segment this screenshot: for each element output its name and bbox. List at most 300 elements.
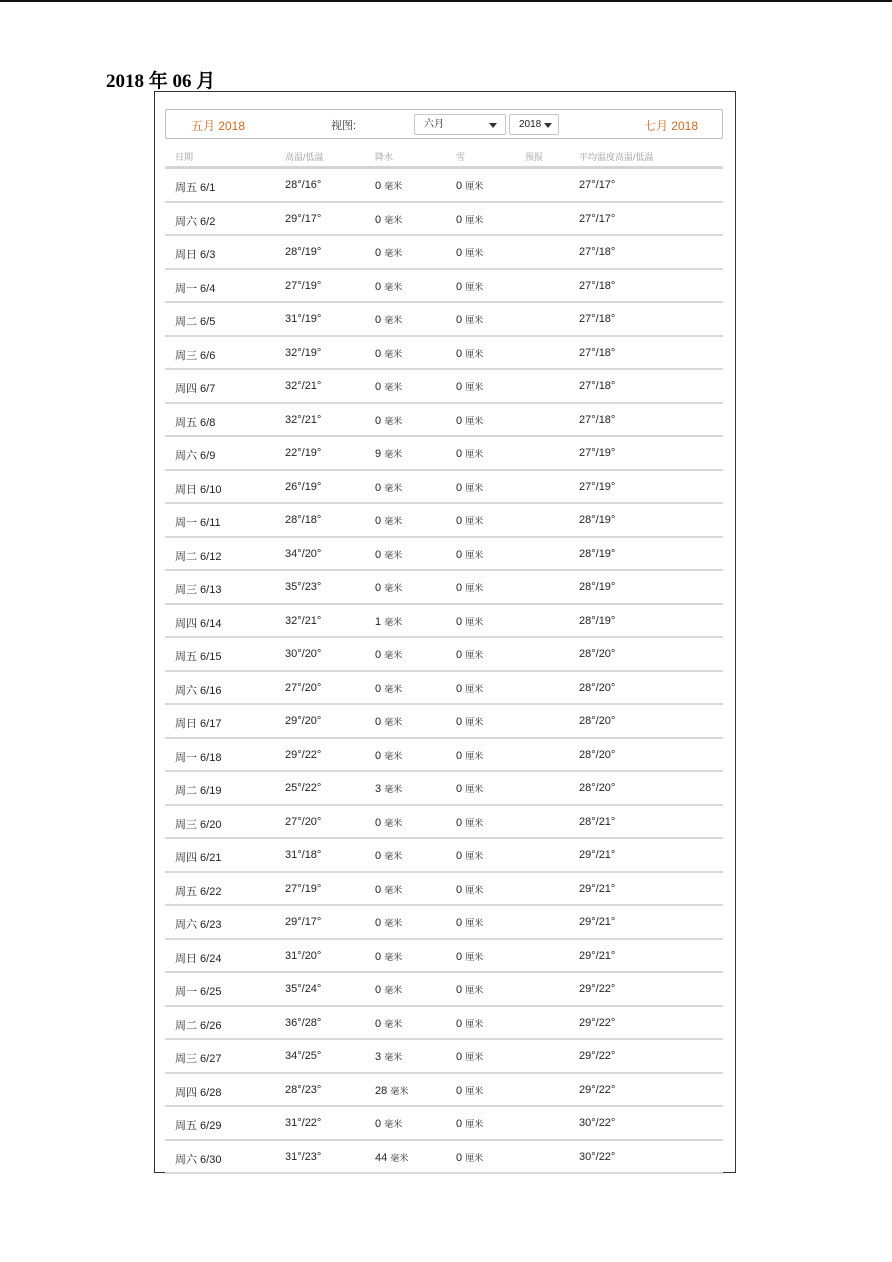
top-border-rule [0, 0, 892, 2]
row-average-temp: 28°/20° [579, 748, 616, 761]
row-high-low: 28°/23° [285, 1083, 322, 1096]
snow-value: 0 [456, 615, 463, 628]
row-average-temp: 29°/21° [579, 916, 616, 928]
precipitation-unit: 毫米 [384, 583, 403, 593]
row-date: 周日 6/10 [175, 483, 222, 496]
precipitation-value: 0 [375, 682, 382, 695]
row-snow [456, 1050, 483, 1063]
row-average-temp: 27°/19° [579, 447, 616, 459]
precipitation-unit: 毫米 [384, 1018, 403, 1029]
row-high-low: 31°/20° [285, 949, 322, 962]
precipitation-unit: 毫米 [384, 851, 403, 861]
row-snow [456, 682, 483, 695]
precipitation-unit: 毫米 [384, 315, 403, 325]
row-date: 周五 6/1 [175, 182, 216, 194]
row-high-low: 34°/25° [285, 1050, 322, 1062]
precipitation-unit: 毫米 [384, 683, 403, 694]
row-high-low: 32°/21° [285, 614, 322, 627]
precipitation-unit: 毫米 [384, 750, 403, 761]
precipitation-value: 0 [375, 314, 382, 326]
row-precipitation [375, 280, 402, 293]
row-date: 周四 6/21 [175, 852, 222, 864]
row-average-temp: 28°/19° [579, 514, 616, 526]
snow-unit: 厘米 [465, 650, 484, 660]
row-precipitation [375, 246, 402, 259]
row-date: 周五 6/8 [175, 416, 216, 429]
month-navigation-bar [165, 109, 723, 139]
snow-value: 0 [456, 347, 463, 360]
row-average-temp: 28°/19° [579, 547, 616, 560]
row-average-temp: 29°/21° [579, 882, 616, 895]
precipitation-value: 0 [375, 414, 382, 427]
table-row [165, 1007, 723, 1041]
row-average-temp: 29°/22° [579, 983, 616, 995]
snow-unit: 厘米 [465, 315, 484, 325]
precipitation-value: 3 [375, 783, 382, 795]
row-average-temp: 27°/18° [579, 313, 616, 325]
table-row [165, 605, 723, 639]
column-header-average: 平均温度高温/低温 [579, 152, 654, 162]
table-row [165, 839, 723, 873]
row-snow [456, 782, 483, 795]
precipitation-unit: 毫米 [384, 951, 403, 962]
table-row [165, 906, 723, 940]
snow-value: 0 [456, 816, 463, 829]
precipitation-value: 0 [375, 381, 382, 393]
row-average-temp: 27°/18° [579, 279, 616, 292]
snow-unit: 厘米 [465, 415, 484, 426]
precipitation-unit: 毫米 [384, 382, 403, 392]
row-precipitation [375, 950, 402, 963]
next-month-link[interactable]: 七月 2018 [643, 119, 698, 133]
row-precipitation [375, 782, 402, 795]
precipitation-value: 0 [375, 247, 382, 259]
row-high-low: 32°/21° [285, 380, 322, 392]
row-average-temp: 28°/20° [579, 782, 616, 794]
row-precipitation [375, 1017, 402, 1030]
row-snow [456, 1151, 483, 1164]
row-high-low: 30°/20° [285, 648, 322, 660]
row-snow [456, 514, 483, 527]
table-row [165, 471, 723, 505]
precipitation-value: 0 [375, 749, 382, 762]
snow-value: 0 [456, 381, 463, 393]
snow-unit: 厘米 [465, 951, 484, 962]
row-average-temp: 28°/19° [579, 581, 616, 593]
table-row [165, 1040, 723, 1074]
row-snow [456, 481, 483, 494]
precipitation-value: 0 [375, 515, 382, 527]
row-precipitation [375, 983, 402, 996]
precipitation-value: 0 [375, 280, 382, 293]
precipitation-unit: 毫米 [384, 918, 403, 928]
snow-value: 0 [456, 314, 463, 326]
snow-unit: 厘米 [465, 583, 484, 593]
snow-value: 0 [456, 1151, 463, 1164]
precipitation-value: 0 [375, 180, 382, 192]
row-snow [456, 1017, 483, 1030]
row-high-low: 22°/19° [285, 447, 322, 459]
precipitation-unit: 毫米 [384, 415, 403, 426]
table-row [165, 236, 723, 270]
precipitation-value: 9 [375, 448, 382, 460]
snow-unit: 厘米 [465, 348, 484, 359]
snow-unit: 厘米 [465, 281, 484, 292]
row-date: 周六 6/16 [175, 684, 222, 697]
table-row [165, 270, 723, 304]
row-precipitation [375, 548, 402, 561]
snow-unit: 厘米 [465, 1018, 484, 1029]
previous-month-link[interactable]: 五月 2018 [191, 119, 246, 133]
precipitation-unit: 毫米 [384, 985, 403, 995]
row-date: 周五 6/29 [175, 1120, 222, 1132]
precipitation-unit: 毫米 [384, 248, 403, 258]
row-average-temp: 28°/19° [579, 614, 616, 627]
snow-value: 0 [456, 716, 463, 728]
snow-value: 0 [456, 682, 463, 695]
precipitation-unit: 毫米 [384, 516, 403, 526]
row-high-low: 25°/22° [285, 782, 322, 794]
row-snow [456, 983, 483, 996]
row-high-low: 32°/21° [285, 413, 322, 426]
row-snow [456, 648, 483, 661]
month-select-value: 六月 [424, 119, 444, 130]
table-row [165, 705, 723, 739]
row-high-low: 35°/24° [285, 983, 322, 995]
row-average-temp: 27°/17° [579, 212, 616, 225]
row-precipitation [375, 213, 402, 226]
snow-unit: 厘米 [465, 482, 484, 493]
row-average-temp: 28°/20° [579, 648, 616, 660]
row-snow [456, 715, 483, 728]
year-select-value: 2018 [519, 119, 542, 130]
table-row [165, 337, 723, 371]
precipitation-value: 0 [375, 548, 382, 561]
table-row [165, 437, 723, 471]
row-high-low: 27°/19° [285, 882, 322, 895]
snow-unit: 厘米 [465, 750, 484, 761]
row-precipitation [375, 916, 402, 929]
row-snow [456, 950, 483, 963]
precipitation-unit: 毫米 [384, 482, 403, 493]
snow-value: 0 [456, 213, 463, 226]
row-date: 周四 6/7 [175, 383, 216, 395]
chevron-down-icon [489, 123, 497, 128]
table-row [165, 806, 723, 840]
row-date: 周二 6/26 [175, 1019, 222, 1032]
row-date: 周一 6/4 [175, 282, 216, 295]
weather-table-frame [154, 91, 736, 1173]
row-high-low: 27°/20° [285, 681, 322, 694]
precipitation-unit: 毫米 [384, 717, 403, 727]
row-snow [456, 1117, 483, 1130]
precipitation-value: 44 [375, 1151, 388, 1164]
precipitation-unit: 毫米 [384, 281, 403, 292]
snow-value: 0 [456, 1051, 463, 1063]
precipitation-value: 0 [375, 984, 382, 996]
row-average-temp: 29°/22° [579, 1050, 616, 1062]
table-row [165, 1141, 723, 1175]
row-high-low: 29°/22° [285, 748, 322, 761]
table-row [165, 973, 723, 1007]
table-row [165, 638, 723, 672]
precipitation-unit: 毫米 [390, 1085, 409, 1096]
row-date: 周六 6/9 [175, 450, 216, 462]
row-precipitation [375, 1117, 402, 1130]
snow-value: 0 [456, 1084, 463, 1097]
year-select[interactable] [509, 114, 559, 135]
snow-unit: 厘米 [465, 1119, 484, 1129]
table-row [165, 404, 723, 438]
row-precipitation [375, 849, 402, 862]
row-snow [456, 581, 483, 594]
snow-unit: 厘米 [465, 549, 484, 560]
precipitation-unit: 毫米 [384, 1119, 403, 1129]
table-row [165, 169, 723, 203]
row-average-temp: 28°/21° [579, 815, 616, 828]
row-date: 周二 6/19 [175, 785, 222, 797]
snow-unit: 厘米 [465, 214, 484, 225]
row-high-low: 27°/20° [285, 815, 322, 828]
precipitation-value: 0 [375, 850, 382, 862]
row-date: 周三 6/27 [175, 1053, 222, 1065]
row-average-temp: 28°/20° [579, 715, 616, 727]
row-precipitation [375, 313, 402, 326]
precipitation-unit: 毫米 [384, 884, 403, 895]
row-precipitation [375, 414, 402, 427]
row-snow [456, 246, 483, 259]
table-row [165, 303, 723, 337]
page-title: 2018 年 06 月 [106, 71, 216, 92]
table-row [165, 538, 723, 572]
precipitation-unit: 毫米 [384, 449, 403, 459]
precipitation-unit: 毫米 [384, 616, 403, 627]
precipitation-value: 0 [375, 816, 382, 829]
table-row [165, 873, 723, 907]
row-snow [456, 1084, 483, 1097]
table-row [165, 571, 723, 605]
table-row [165, 203, 723, 237]
row-high-low: 28°/18° [285, 514, 322, 526]
row-average-temp: 30°/22° [579, 1150, 616, 1163]
row-high-low: 31°/23° [285, 1150, 322, 1163]
precipitation-unit: 毫米 [384, 348, 403, 359]
precipitation-value: 0 [375, 716, 382, 728]
snow-unit: 厘米 [465, 248, 484, 258]
snow-unit: 厘米 [465, 1052, 484, 1062]
row-date: 周日 6/24 [175, 952, 222, 965]
table-row [165, 739, 723, 773]
row-precipitation [375, 347, 402, 360]
row-snow [456, 414, 483, 427]
precipitation-value: 0 [375, 883, 382, 896]
row-high-low: 32°/19° [285, 346, 322, 359]
row-date: 周四 6/28 [175, 1086, 222, 1099]
row-high-low: 31°/18° [285, 849, 322, 861]
row-snow [456, 313, 483, 326]
row-date: 周五 6/22 [175, 885, 222, 898]
row-high-low: 28°/19° [285, 246, 322, 258]
row-high-low: 36°/28° [285, 1016, 322, 1029]
snow-value: 0 [456, 1017, 463, 1030]
snow-value: 0 [456, 481, 463, 494]
table-row [165, 940, 723, 974]
precipitation-value: 1 [375, 615, 382, 628]
row-snow [456, 916, 483, 929]
snow-value: 0 [456, 247, 463, 259]
snow-value: 0 [456, 649, 463, 661]
row-precipitation [375, 715, 402, 728]
row-date: 周六 6/30 [175, 1153, 222, 1166]
snow-unit: 厘米 [465, 1152, 484, 1163]
row-average-temp: 27°/18° [579, 413, 616, 426]
snow-unit: 厘米 [465, 884, 484, 895]
row-date: 周三 6/20 [175, 818, 222, 831]
row-snow [456, 447, 483, 460]
row-snow [456, 548, 483, 561]
row-average-temp: 27°/18° [579, 246, 616, 258]
row-date: 周日 6/17 [175, 718, 222, 730]
precipitation-value: 0 [375, 950, 382, 963]
row-average-temp: 27°/18° [579, 380, 616, 392]
view-label: 视图: [331, 120, 357, 132]
row-high-low: 31°/19° [285, 313, 322, 325]
row-average-temp: 30°/22° [579, 1117, 616, 1129]
snow-value: 0 [456, 783, 463, 795]
row-snow [456, 347, 483, 360]
precipitation-unit: 毫米 [384, 1052, 403, 1062]
row-high-low: 29°/20° [285, 715, 322, 727]
snow-unit: 厘米 [465, 784, 484, 794]
snow-unit: 厘米 [465, 181, 484, 191]
table-row [165, 1107, 723, 1141]
column-header-date: 日期 [175, 152, 194, 162]
snow-value: 0 [456, 749, 463, 762]
column-header-snow: 雪 [456, 152, 466, 162]
table-row [165, 504, 723, 538]
precipitation-unit: 毫米 [384, 784, 403, 794]
snow-value: 0 [456, 414, 463, 427]
snow-value: 0 [456, 448, 463, 460]
table-row [165, 1074, 723, 1108]
row-snow [456, 849, 483, 862]
snow-value: 0 [456, 950, 463, 963]
row-date: 周二 6/5 [175, 316, 216, 328]
row-date: 周四 6/14 [175, 617, 222, 630]
row-date: 周三 6/13 [175, 584, 222, 596]
row-snow [456, 213, 483, 226]
row-high-low: 35°/23° [285, 581, 322, 593]
row-snow [456, 816, 483, 829]
row-precipitation [375, 1050, 402, 1063]
snow-value: 0 [456, 515, 463, 527]
row-date: 周三 6/6 [175, 349, 216, 362]
precipitation-unit: 毫米 [390, 1152, 409, 1163]
row-average-temp: 29°/21° [579, 949, 616, 962]
table-body [165, 169, 723, 1174]
snow-unit: 厘米 [465, 616, 484, 627]
precipitation-value: 0 [375, 917, 382, 929]
row-date: 周一 6/11 [175, 517, 221, 529]
precipitation-value: 0 [375, 213, 382, 226]
snow-value: 0 [456, 850, 463, 862]
precipitation-unit: 毫米 [384, 817, 403, 828]
row-average-temp: 29°/22° [579, 1083, 616, 1096]
precipitation-unit: 毫米 [384, 214, 403, 225]
row-high-low: 29°/17° [285, 212, 322, 225]
row-snow [456, 280, 483, 293]
snow-unit: 厘米 [465, 683, 484, 694]
precipitation-value: 0 [375, 481, 382, 494]
row-average-temp: 28°/20° [579, 681, 616, 694]
row-date: 周六 6/2 [175, 215, 216, 228]
row-precipitation [375, 883, 402, 896]
snow-unit: 厘米 [465, 449, 484, 459]
chevron-down-icon [544, 123, 552, 128]
row-average-temp: 29°/21° [579, 849, 616, 861]
precipitation-value: 28 [375, 1084, 388, 1097]
snow-unit: 厘米 [465, 382, 484, 392]
row-date: 周五 6/15 [175, 651, 222, 663]
snow-value: 0 [456, 1118, 463, 1130]
snow-unit: 厘米 [465, 985, 484, 995]
row-date: 周日 6/3 [175, 249, 216, 261]
snow-value: 0 [456, 917, 463, 929]
table-row [165, 370, 723, 404]
column-header-temp: 高温/低温 [285, 152, 324, 162]
column-header-rain: 降水 [375, 152, 394, 162]
row-precipitation [375, 380, 402, 393]
row-precipitation [375, 749, 402, 762]
precipitation-value: 0 [375, 347, 382, 360]
column-header-forecast: 预报 [525, 152, 544, 162]
row-high-low: 26°/19° [285, 480, 322, 493]
table-row [165, 772, 723, 806]
table-header [165, 150, 723, 164]
snow-value: 0 [456, 280, 463, 293]
row-precipitation [375, 615, 402, 628]
month-select[interactable] [414, 114, 506, 135]
row-high-low: 27°/19° [285, 279, 322, 292]
snow-unit: 厘米 [465, 717, 484, 727]
snow-value: 0 [456, 180, 463, 192]
snow-value: 0 [456, 582, 463, 594]
row-average-temp: 29°/22° [579, 1016, 616, 1029]
row-high-low: 29°/17° [285, 916, 322, 928]
row-precipitation [375, 481, 402, 494]
row-snow [456, 883, 483, 896]
row-snow [456, 380, 483, 393]
row-precipitation [375, 682, 402, 695]
row-date: 周一 6/25 [175, 986, 222, 998]
snow-value: 0 [456, 984, 463, 996]
row-average-temp: 27°/19° [579, 480, 616, 493]
snow-unit: 厘米 [465, 516, 484, 526]
row-precipitation [375, 816, 402, 829]
row-high-low: 31°/22° [285, 1117, 322, 1129]
row-average-temp: 27°/18° [579, 346, 616, 359]
row-precipitation [375, 648, 402, 661]
row-date: 周六 6/23 [175, 919, 222, 931]
row-snow [456, 179, 483, 192]
row-precipitation [375, 581, 402, 594]
row-snow [456, 749, 483, 762]
row-date: 周一 6/18 [175, 751, 222, 764]
row-snow [456, 615, 483, 628]
row-high-low: 34°/20° [285, 547, 322, 560]
row-precipitation [375, 447, 402, 460]
precipitation-unit: 毫米 [384, 549, 403, 560]
